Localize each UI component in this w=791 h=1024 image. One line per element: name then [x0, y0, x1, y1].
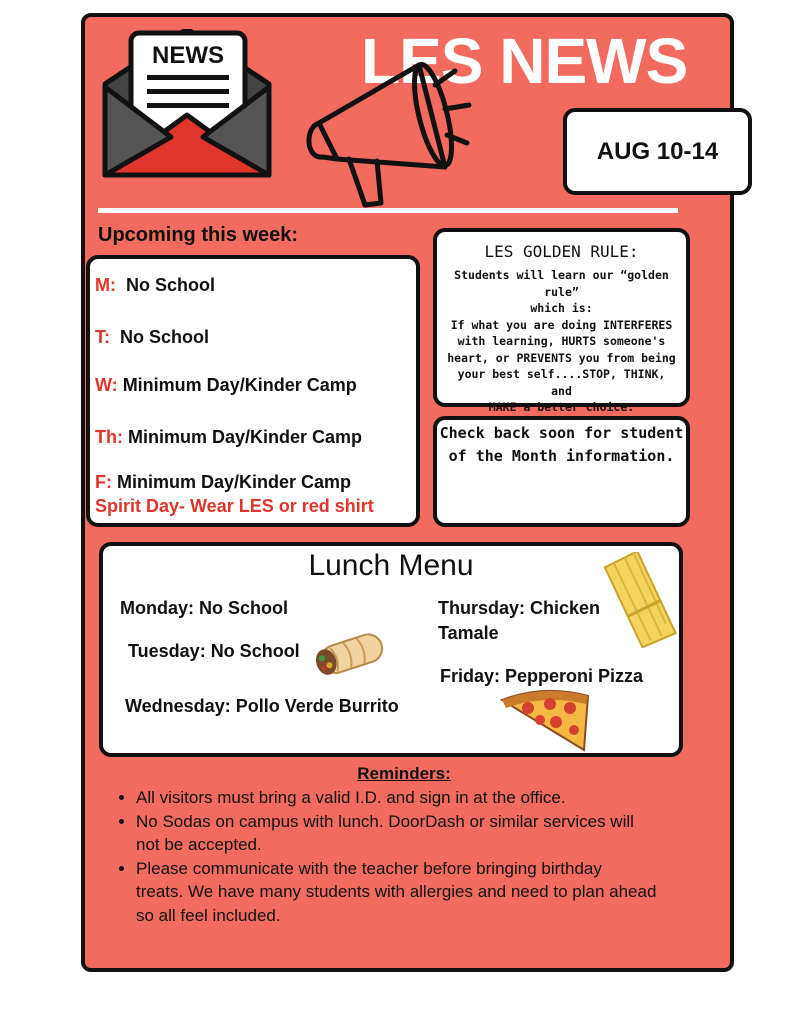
- spirit-day-note: Spirit Day- Wear LES or red shirt: [95, 496, 374, 516]
- header-divider: [98, 208, 678, 213]
- pizza-icon: [498, 686, 598, 754]
- lunch-menu-box: [99, 542, 683, 757]
- golden-rule-box: [433, 228, 690, 414]
- reminder-line: • Please communicate with the teacher before bringing birthday: [136, 858, 602, 878]
- golden-rule-text: [445, 267, 678, 416]
- golden-rule-title: LES GOLDEN RULE:: [484, 242, 639, 261]
- rule-line: If what you are doing INTERFERES: [450, 317, 673, 332]
- rule-line: heart, or PREVENTS you from being: [447, 350, 676, 365]
- reminder-line: so all feel included.: [136, 905, 281, 925]
- rule-line: with learning, HURTS someone's: [457, 334, 666, 348]
- envelope-news-icon: [101, 29, 273, 181]
- reminders-list: [114, 786, 736, 927]
- week-schedule-box: [86, 255, 420, 527]
- reminder-line: • No Sodas on campus with lunch. DoorDash or similar services will: [136, 811, 634, 831]
- reminder-line: not be accepted.: [136, 835, 262, 854]
- day-key: W:: [95, 375, 118, 395]
- menu-wednesday: Wednesday: Pollo Verde Burrito: [125, 696, 399, 716]
- day-key: Th:: [95, 427, 123, 447]
- date-range-badge: AUG 10-14: [563, 108, 752, 195]
- rule-line: which is:: [530, 301, 593, 315]
- schedule-day-tuesday: [95, 327, 209, 348]
- reminder-line: treats. We have many students with allergies and need to plan ahead: [136, 882, 657, 901]
- day-key: F:: [95, 472, 112, 492]
- lunch-menu-title: Lunch Menu: [308, 549, 474, 582]
- day-text: No School: [126, 275, 216, 295]
- schedule-day-wednesday: [95, 375, 357, 396]
- reminder-item: [136, 857, 736, 928]
- som-line: Check back soon for student: [439, 424, 684, 442]
- megaphone-icon: [297, 55, 477, 215]
- reminders-title: Reminders:: [357, 764, 451, 783]
- reminder-item: [136, 810, 736, 857]
- burrito-icon: [313, 628, 389, 680]
- newsletter-title: LES NEWS: [361, 25, 688, 97]
- day-text: Minimum Day/Kinder Camp: [117, 472, 352, 492]
- student-of-month-box: [433, 416, 690, 527]
- menu-friday: Friday: Pepperoni Pizza: [440, 666, 644, 686]
- svg-text:NEWS: NEWS: [152, 42, 224, 69]
- day-text: No School: [120, 327, 210, 347]
- menu-monday: Monday: No School: [120, 598, 288, 618]
- day-key: T:: [95, 327, 110, 347]
- reminder-item: [136, 786, 736, 810]
- menu-tuesday: Tuesday: No School: [128, 641, 300, 661]
- day-key: M:: [95, 275, 116, 295]
- rule-line: your best self....STOP, THINK, and: [457, 367, 666, 398]
- schedule-day-monday: [95, 275, 215, 296]
- rule-line: Students will learn our “golden rule”: [454, 268, 669, 299]
- upcoming-heading: Upcoming this week:: [98, 224, 299, 246]
- day-text: Minimum Day/Kinder Camp: [122, 375, 357, 395]
- reminder-line: • All visitors must bring a valid I.D. and sign in at the office.: [136, 788, 566, 807]
- day-text: Minimum Day/Kinder Camp: [128, 427, 363, 447]
- menu-thursday: [438, 596, 600, 646]
- schedule-day-thursday: [95, 427, 362, 448]
- schedule-day-friday: [95, 472, 351, 493]
- menu-thursday-line: Thursday: Chicken: [438, 598, 601, 618]
- tamale-icon: [596, 552, 680, 648]
- menu-thursday-line: Tamale: [438, 623, 499, 643]
- rule-line: MAKE a better choice.: [488, 400, 635, 414]
- som-line: of the Month information.: [448, 447, 675, 465]
